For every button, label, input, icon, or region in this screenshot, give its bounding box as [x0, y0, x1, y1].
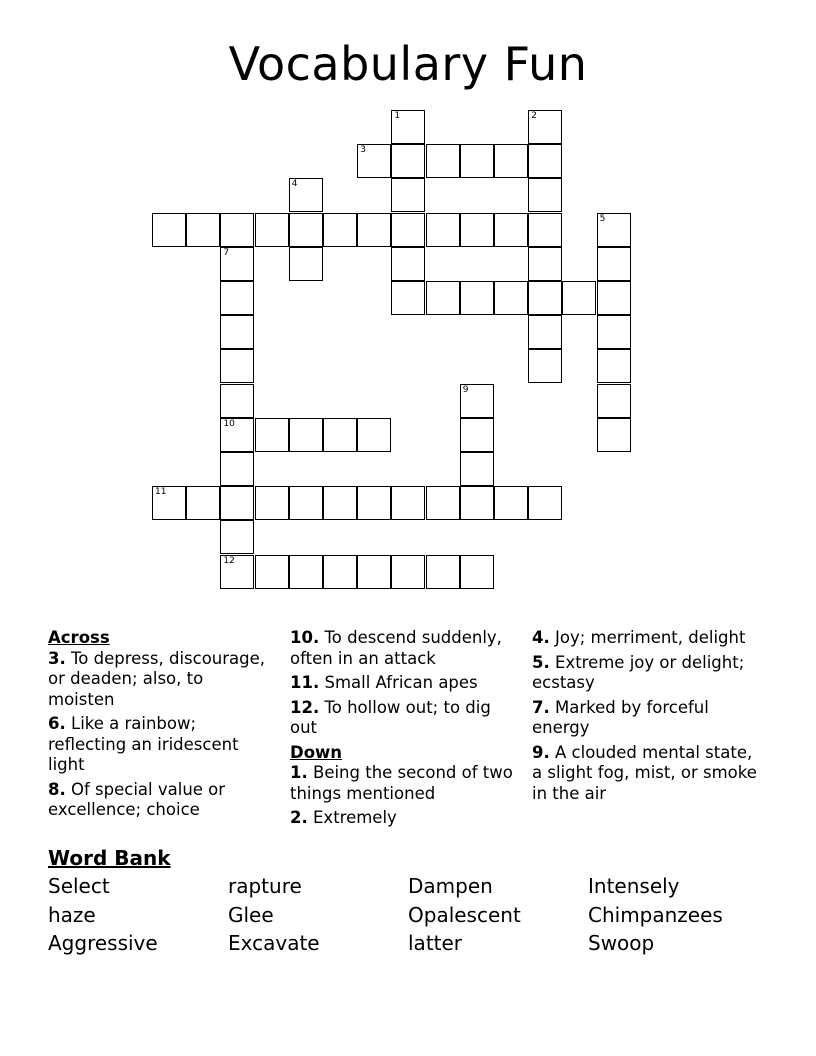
clue-down-4: 4. Joy; merriment, delight — [532, 628, 746, 647]
grid-cell[interactable] — [426, 144, 460, 178]
grid-cell[interactable] — [426, 213, 460, 247]
clue-column-3 — [532, 628, 764, 808]
grid-cell[interactable] — [528, 247, 562, 281]
grid-cell[interactable] — [220, 486, 254, 520]
grid-cell[interactable] — [255, 486, 289, 520]
grid-cell[interactable] — [597, 349, 631, 383]
grid-cell[interactable] — [426, 281, 460, 315]
word-bank-item: Opalescent — [408, 902, 521, 927]
grid-cell[interactable] — [357, 486, 391, 520]
grid-cell[interactable] — [494, 144, 528, 178]
grid-cell[interactable] — [494, 213, 528, 247]
grid-cell[interactable] — [357, 213, 391, 247]
clue-number: 4 — [291, 179, 298, 190]
grid-cell[interactable] — [357, 555, 391, 589]
grid-cell[interactable] — [460, 555, 494, 589]
grid-cell[interactable] — [391, 144, 425, 178]
clue-number: 7 — [223, 247, 230, 258]
grid-cell[interactable] — [426, 486, 460, 520]
grid-cell[interactable] — [391, 110, 425, 144]
word-bank-item: rapture — [228, 874, 302, 898]
grid-cell[interactable] — [597, 315, 631, 349]
grid-cell[interactable] — [528, 486, 562, 520]
grid-cell[interactable] — [391, 486, 425, 520]
clue-across-10: 10. To descend suddenly, often in an attack — [290, 628, 502, 668]
grid-cell[interactable] — [528, 110, 562, 144]
grid-cell[interactable] — [220, 213, 254, 247]
grid-cell[interactable] — [220, 520, 254, 554]
grid-cell[interactable] — [460, 213, 494, 247]
clue-number: 11 — [155, 487, 167, 498]
grid-cell[interactable] — [289, 247, 323, 281]
grid-cell[interactable] — [597, 384, 631, 418]
clue-number: 9 — [462, 384, 469, 395]
grid-cell[interactable] — [220, 247, 254, 281]
grid-cell[interactable] — [255, 418, 289, 452]
grid-cell[interactable] — [323, 486, 357, 520]
grid-cell[interactable] — [494, 486, 528, 520]
word-bank-item: Swoop — [588, 931, 655, 955]
grid-cell[interactable] — [220, 555, 254, 589]
grid-cell[interactable] — [220, 281, 254, 315]
grid-cell[interactable] — [391, 281, 425, 315]
grid-cell[interactable] — [289, 213, 323, 247]
grid-cell[interactable] — [528, 315, 562, 349]
grid-cell[interactable] — [152, 213, 186, 247]
grid-cell[interactable] — [528, 178, 562, 212]
clue-number: 5 — [599, 213, 606, 224]
grid-cell[interactable] — [323, 555, 357, 589]
grid-cell[interactable] — [323, 418, 357, 452]
grid-cell[interactable] — [597, 418, 631, 452]
grid-cell[interactable] — [323, 213, 357, 247]
clue-down-5: 5. Extreme joy or delight; ecstasy — [532, 652, 745, 692]
clue-down-9: 9. A clouded mental state, a slight fog, mist, or smoke in the air — [532, 742, 757, 803]
grid-cell[interactable] — [528, 213, 562, 247]
down-heading: Down — [290, 742, 343, 762]
grid-cell[interactable] — [460, 452, 494, 486]
grid-cell[interactable] — [528, 281, 562, 315]
clue-down-1: 1. Being the second of two things mentioned — [290, 763, 513, 803]
page-title: Vocabulary Fun — [228, 37, 588, 91]
word-bank-item: Intensely — [588, 874, 680, 898]
grid-cell[interactable] — [289, 418, 323, 452]
clue-down-7: 7. Marked by forceful energy — [532, 697, 709, 737]
grid-cell[interactable] — [255, 555, 289, 589]
clue-number: 10 — [223, 418, 235, 429]
clue-down-2: 2. Extremely — [290, 808, 397, 827]
grid-cell[interactable] — [220, 418, 254, 452]
clue-across-6: 6. Like a rainbow; reflecting an iridescent light — [48, 714, 239, 774]
grid-cell[interactable] — [426, 555, 460, 589]
clue-across-8: 8. Of special value or excellence; choice — [48, 779, 226, 819]
grid-cell[interactable] — [597, 213, 631, 247]
grid-cell[interactable] — [391, 555, 425, 589]
word-bank-title: Word Bank — [48, 846, 171, 870]
clue-across-11: 11. Small African apes — [290, 673, 478, 692]
word-bank — [48, 872, 768, 958]
grid-cell[interactable] — [391, 178, 425, 212]
grid-cell[interactable] — [220, 452, 254, 486]
grid-cell[interactable] — [494, 281, 528, 315]
grid-cell[interactable] — [152, 486, 186, 520]
grid-cell[interactable] — [460, 486, 494, 520]
grid-cell[interactable] — [528, 349, 562, 383]
grid-cell[interactable] — [186, 486, 220, 520]
grid-cell[interactable] — [562, 281, 596, 315]
word-bank-item: haze — [48, 902, 96, 927]
grid-cell[interactable] — [528, 144, 562, 178]
clue-number: 3 — [360, 145, 366, 156]
grid-cell[interactable] — [357, 144, 391, 178]
word-bank-item: Chimpanzees — [588, 902, 723, 927]
grid-cell[interactable] — [597, 247, 631, 281]
clue-column-2 — [290, 628, 522, 833]
word-bank-item: Glee — [228, 902, 274, 927]
grid-cell[interactable] — [186, 213, 220, 247]
grid-cell[interactable] — [460, 418, 494, 452]
grid-cell[interactable] — [597, 281, 631, 315]
grid-cell[interactable] — [289, 555, 323, 589]
clue-number: 12 — [223, 555, 235, 566]
grid-cell[interactable] — [255, 213, 289, 247]
grid-cell[interactable] — [220, 315, 254, 349]
clue-across-12: 12. To hollow out; to dig out — [290, 697, 491, 737]
clue-number: 2 — [531, 111, 537, 121]
word-bank-item: Excavate — [228, 931, 320, 955]
word-bank-item: Select — [48, 874, 110, 898]
across-heading: Across — [48, 628, 110, 647]
clue-column-1 — [48, 628, 273, 825]
grid-cell[interactable] — [460, 384, 494, 418]
word-bank-item: Dampen — [408, 874, 493, 898]
grid-cell[interactable] — [289, 178, 323, 212]
grid-cell[interactable] — [391, 247, 425, 281]
grid-cell[interactable] — [460, 281, 494, 315]
grid-cell[interactable] — [391, 213, 425, 247]
clue-across-3: 3. To depress, discourage, or deaden; also, to moisten — [48, 648, 266, 709]
grid-cell[interactable] — [220, 349, 254, 383]
grid-cell[interactable] — [460, 144, 494, 178]
word-bank-item: latter — [408, 931, 463, 955]
grid-cell[interactable] — [220, 384, 254, 418]
grid-cell[interactable] — [289, 486, 323, 520]
word-bank-item: Aggressive — [48, 931, 158, 955]
grid-cell[interactable] — [357, 418, 391, 452]
clue-number: 1 — [394, 111, 401, 121]
